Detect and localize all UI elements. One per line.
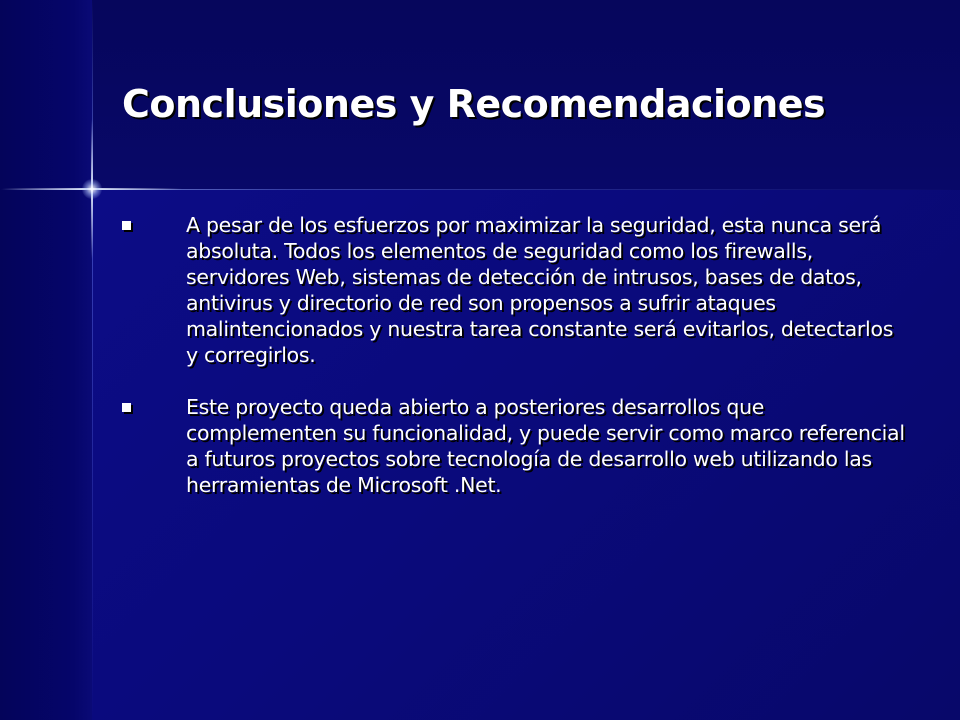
bullet-item <box>120 212 910 368</box>
vertical-divider-line <box>92 0 93 720</box>
left-background-band <box>0 0 92 720</box>
square-bullet-icon <box>122 221 131 230</box>
sparkle-glow <box>82 179 102 199</box>
bullet-text: Este proyecto queda abierto a posteriores desarrollos que complementen su funcionalidad, y puede servir como marco referencial a futuros proyectos sobre tecnología de desarrollo web utilizando las herramientas de Microsoft .Net. <box>186 395 905 497</box>
slide-title: Conclusiones y Recomendaciones <box>122 82 826 126</box>
bullet-list <box>120 212 910 524</box>
square-bullet-icon <box>122 403 131 412</box>
bullet-text: A pesar de los esfuerzos por maximizar la seguridad, esta nunca será absoluta. Todos los elementos de seguridad como los firewalls, servidores Web, sistemas de detección de intrusos, bases de datos, antivirus y directorio de red son propensos a sufrir ataques malintencionados y nuestra tarea constante será evitarlos, detectarlos y corregirlos. <box>186 213 894 367</box>
bullet-item <box>120 394 910 498</box>
